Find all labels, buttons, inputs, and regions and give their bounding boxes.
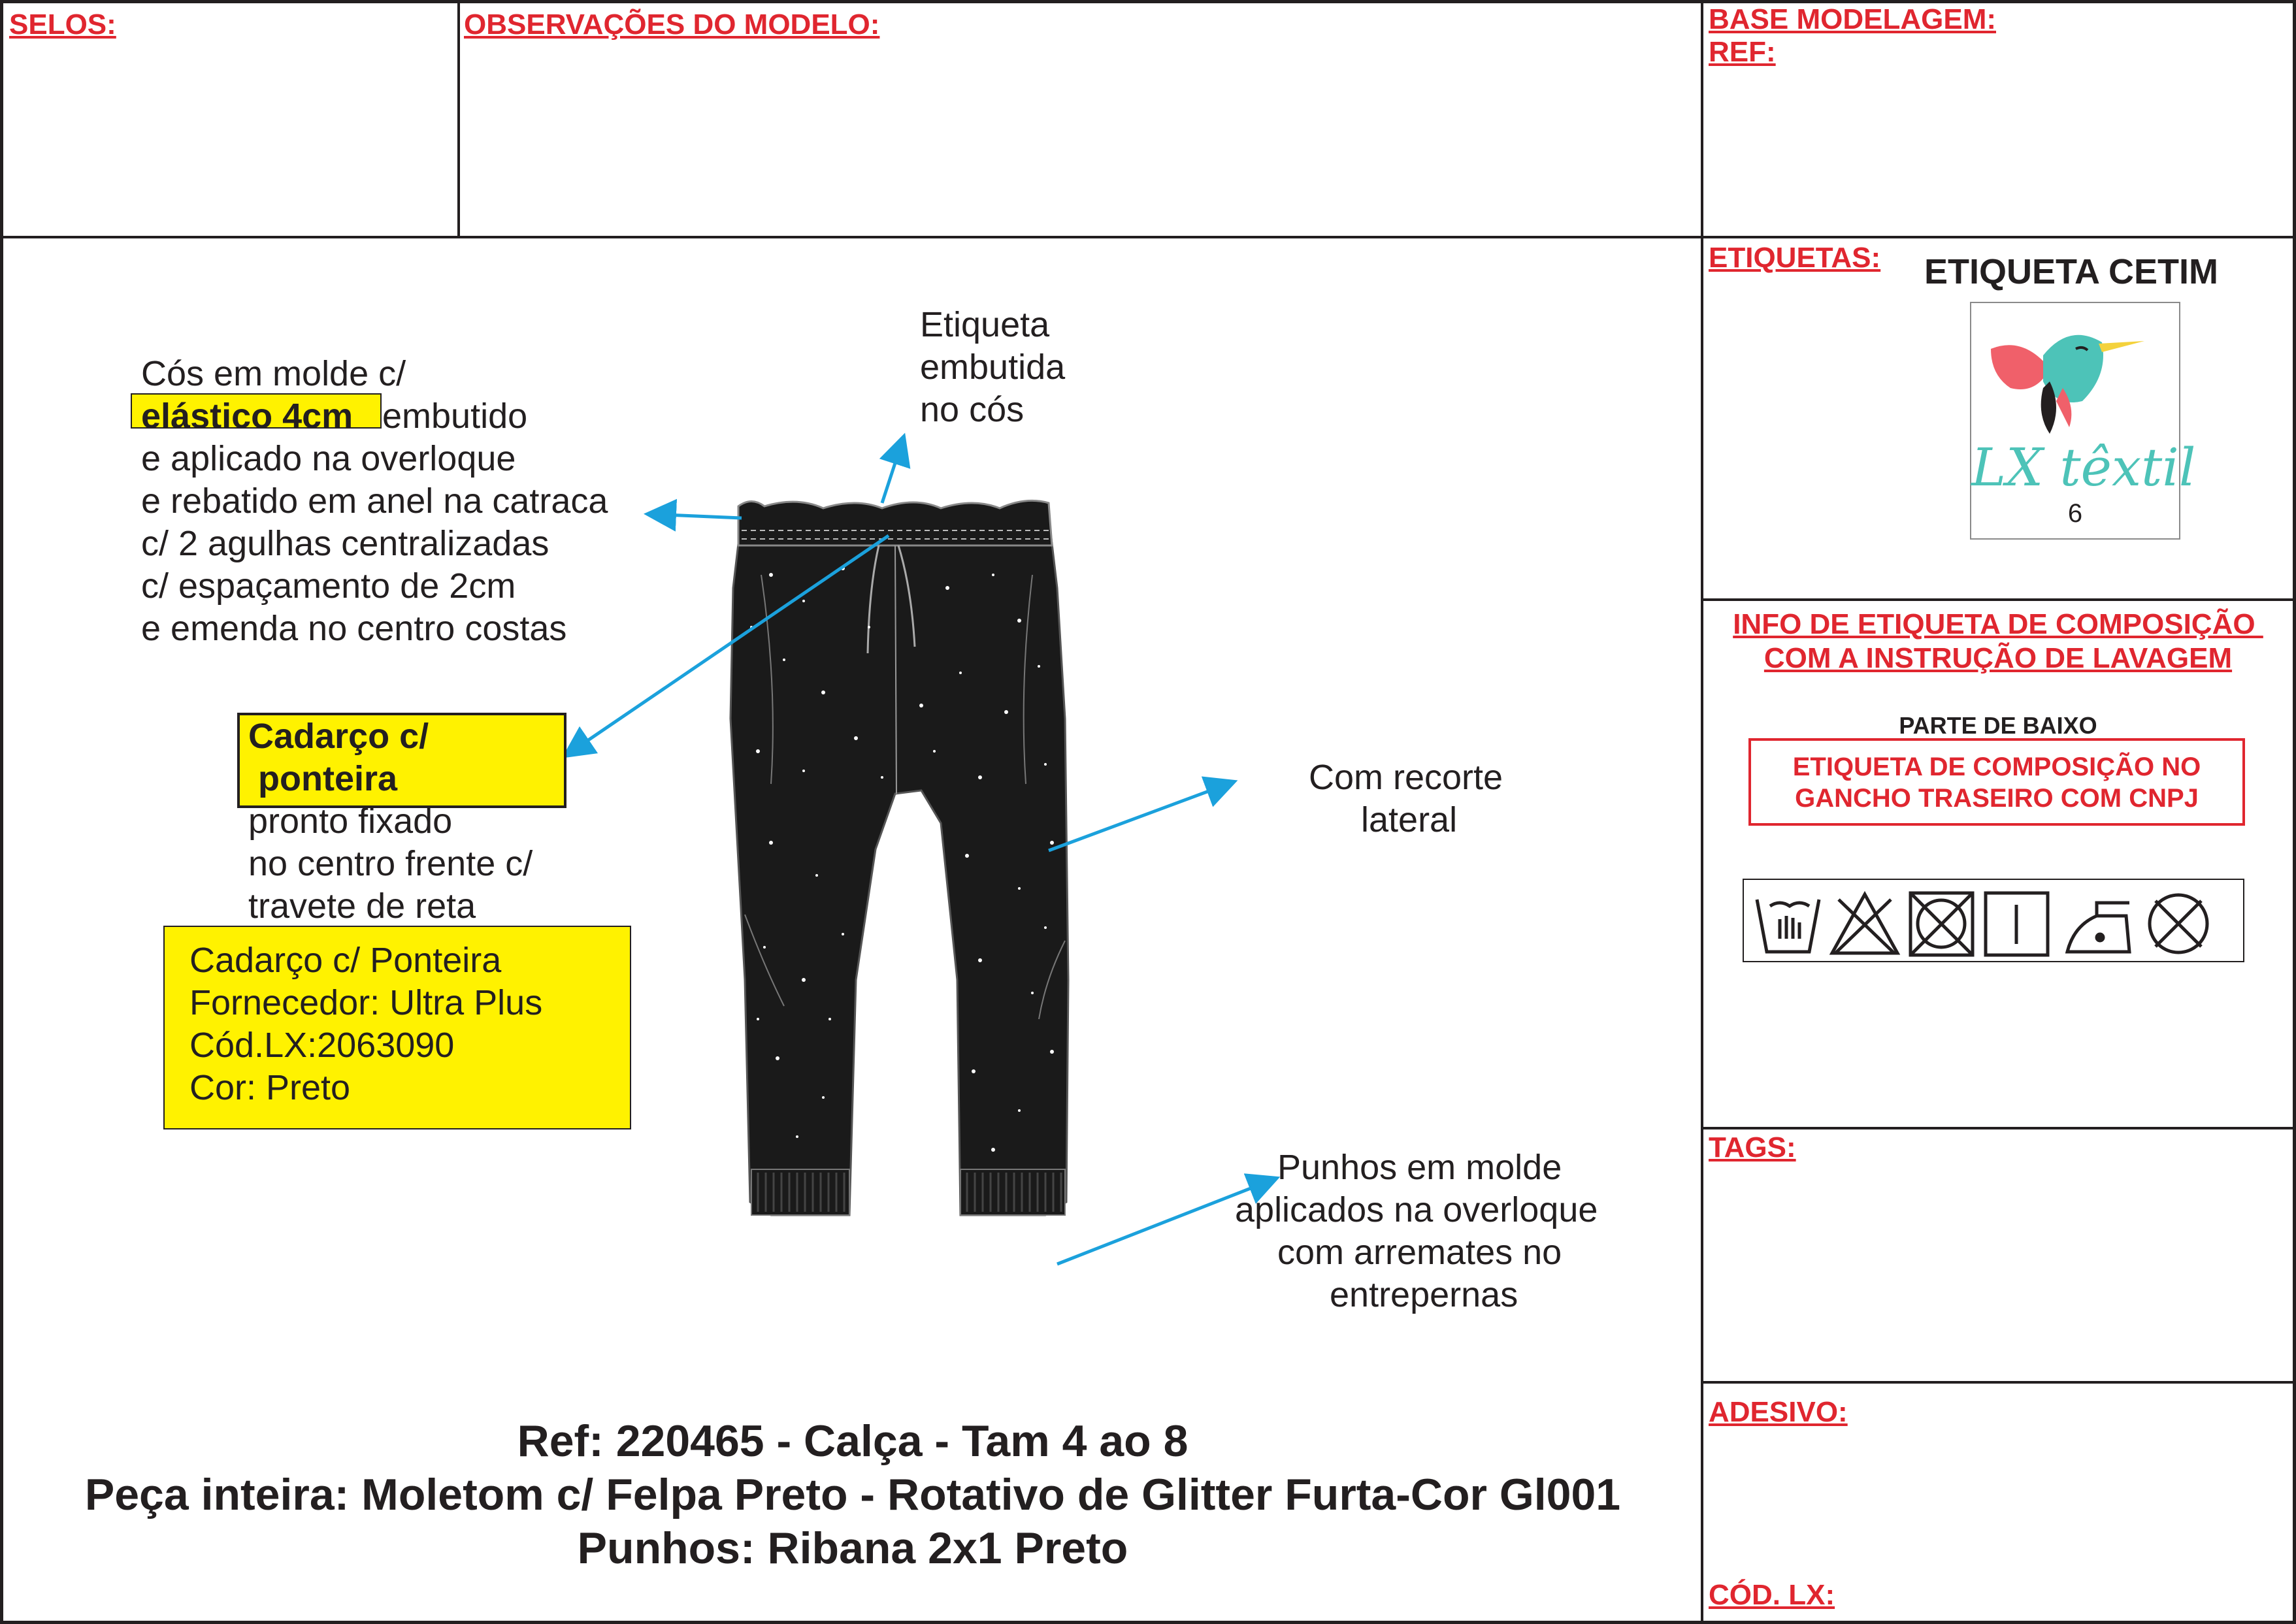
footer-line3: Punhos: Ribana 2x1 Preto <box>577 1523 1128 1573</box>
arrow-cos <box>650 514 742 518</box>
supplier-line1: Cadarço c/ Ponteira <box>189 941 502 980</box>
punhos-note-line3: com arremates no <box>1277 1233 1562 1272</box>
info-etiqueta-heading <box>1704 608 2292 675</box>
waistband <box>738 500 1052 545</box>
cos-note-line6: c/ espaçamento de 2cm <box>141 566 516 606</box>
punhos-note-line2: aplicados na overloque <box>1235 1190 1598 1229</box>
adesivo-label: ADESIVO: <box>1709 1396 1848 1428</box>
cos-highlight-text: elástico 4cm <box>141 397 353 436</box>
logo-text: LX têxtil <box>1971 437 2196 498</box>
no-dry-clean-icon <box>2150 895 2207 952</box>
punhos-note-line4: entrepernas <box>1330 1275 1518 1314</box>
supplier-line2: Fornecedor: Ultra Plus <box>189 983 543 1022</box>
parte-de-baixo-label: PARTE DE BAIXO <box>1899 712 2097 739</box>
recorte-note-line1: Com recorte <box>1309 758 1503 797</box>
etiqueta-note-line3: no cós <box>920 390 1025 429</box>
cod-lx-label: CÓD. LX: <box>1709 1579 1835 1611</box>
observacoes-label: OBSERVAÇÕES DO MODELO: <box>464 8 880 41</box>
punhos-note-line1: Punhos em molde <box>1277 1148 1562 1187</box>
cos-note-line4: e rebatido em anel na catraca <box>141 481 608 521</box>
composicao-line1: ETIQUETA DE COMPOSIÇÃO NO <box>1792 753 2201 781</box>
no-tumble-dry-icon <box>1911 893 1973 955</box>
cos-note-line3: e aplicado na overloque <box>141 439 516 478</box>
care-symbols-strip <box>1743 879 2244 962</box>
cadarco-title-line1: Cadarço c/ <box>248 717 429 756</box>
supplier-line4: Cor: Preto <box>189 1068 351 1107</box>
cos-note-line5: c/ 2 agulhas centralizadas <box>141 524 549 563</box>
cadarco-note-line3: travete de reta <box>248 886 476 926</box>
footer-line2: Peça inteira: Moletom c/ Felpa Preto - Rotativo de Glitter Furta-Cor Gl001 <box>84 1470 1621 1519</box>
cadarco-note-line1: pronto fixado <box>248 802 453 841</box>
base-modelagem-label: BASE MODELAGEM: <box>1709 3 1996 35</box>
supplier-line3: Cód.LX:2063090 <box>189 1026 455 1065</box>
composicao-line2: GANCHO TRASEIRO COM CNPJ <box>1795 784 2199 813</box>
ref-label: REF: <box>1709 36 1776 68</box>
iron-low-icon <box>2067 903 2129 952</box>
recorte-note-line2: lateral <box>1361 800 1458 839</box>
label-size: 6 <box>2067 499 2083 528</box>
info-line1: INFO DE ETIQUETA DE COMPOSIÇÃO <box>1733 608 2263 640</box>
cadarco-note-line2: no centro frente c/ <box>248 844 533 883</box>
etiquetas-label: ETIQUETAS: <box>1709 242 1881 274</box>
hummingbird-logo-icon <box>1971 303 2179 447</box>
etiqueta-note-line2: embutida <box>920 348 1066 387</box>
etiqueta-cetim-sample <box>1970 302 2196 540</box>
cos-note-line7: e emenda no centro costas <box>141 609 567 648</box>
etiqueta-cetim-title: ETIQUETA CETIM <box>1924 252 2218 291</box>
selos-label: SELOS: <box>9 8 116 41</box>
composicao-box <box>1748 738 2245 826</box>
etiqueta-note-line1: Etiqueta <box>920 305 1050 344</box>
info-line2: COM A INSTRUÇÃO DE LAVAGEM <box>1763 642 2233 674</box>
cadarco-title-line2: ponteira <box>248 759 398 798</box>
cos-note-line1: Cós em molde c/ <box>141 354 406 393</box>
arrow-recorte <box>1049 783 1232 851</box>
arrow-etiqueta <box>882 439 903 503</box>
cuff-right <box>960 1169 1065 1215</box>
cos-note-line2: embutido <box>382 397 528 436</box>
tags-label: TAGS: <box>1709 1131 1796 1163</box>
hand-wash-icon <box>1757 900 1819 952</box>
footer-ref <box>7 1414 1699 1575</box>
no-bleach-icon <box>1832 894 1897 953</box>
footer-line1: Ref: 220465 - Calça - Tam 4 ao 8 <box>517 1416 1189 1466</box>
line-dry-icon <box>1986 893 2048 955</box>
